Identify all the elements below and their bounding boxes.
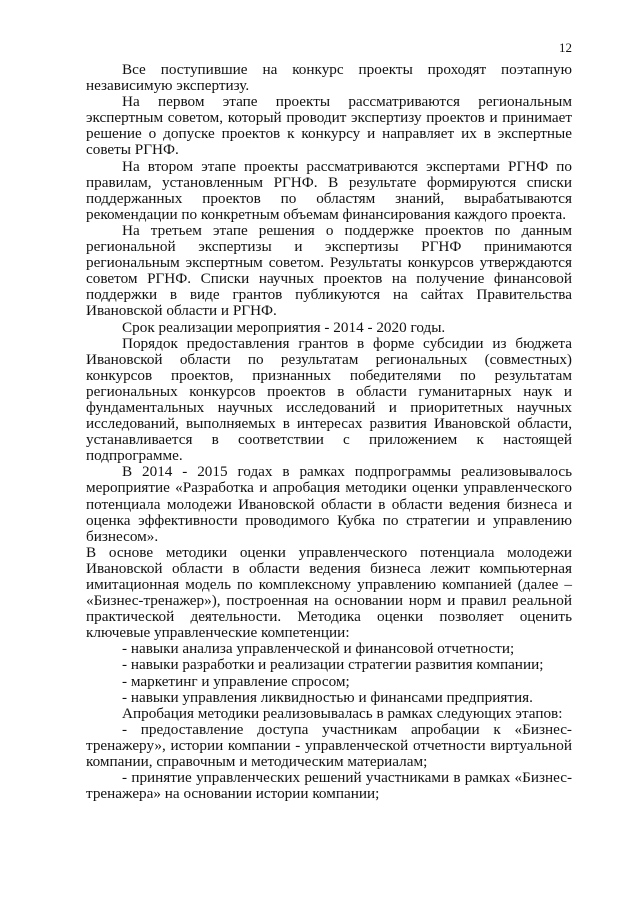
list-item-management-decisions: - принятие управленческих решений участниками в рамках «Бизнес-тренажера» на основании истории компании; bbox=[86, 769, 572, 803]
list-item-reporting-analysis: - навыки анализа управленческой и финансовой отчетности; bbox=[122, 640, 515, 658]
document-body bbox=[86, 62, 572, 802]
paragraph-methodology-event: В 2014 - 2015 годах в рамках подпрограммы реализовывалось мероприятие «Разработка и апробация методики оценки управленческого потенциала молодежи Ивановской области в области ведения бизнеса и оценка эффективности проводимого Кубка по стратегии и управлению бизнесом». bbox=[86, 463, 572, 545]
paragraph-approbation-stages: Апробация методики реализовывалась в рамках следующих этапов: bbox=[122, 704, 563, 722]
paragraph-independent-expertise: Все поступившие на конкурс проекты проходят поэтапную независимую экспертизу. bbox=[86, 61, 572, 95]
list-item-liquidity-management: - навыки управления ликвидностью и финансами предприятия. bbox=[122, 688, 533, 706]
paragraph-methodology-basis: В основе методики оценки управленческого потенциала молодежи Ивановской области в области ведения бизнеса лежит компьютерная имитационная модель по комплексному управлению компанией (далее – «Бизнес-тренажер»), построенная на основании норм и правил реальной практической деятельности. Методика оценки позволяет оценить ключевые управленческие компетенции: bbox=[86, 543, 572, 642]
paragraph-grant-procedure: Порядок предоставления грантов в форме субсидии из бюджета Ивановской области по результатам региональных (совместных) конкурсов проектов, признанных победителями по результатам региональных конкурсов проектов в области гуманитарных наук и фундаментальных научных исследований и приоритетных научных исследований, выполняемых в интересах развития Ивановской области, устанавливается в соответствии с приложением к настоящей подпрограмме. bbox=[86, 334, 572, 465]
page-number: 12 bbox=[559, 40, 572, 55]
list-item-marketing: - маркетинг и управление спросом; bbox=[122, 672, 350, 690]
paragraph-second-stage: На втором этапе проекты рассматриваются экспертами РГНФ по правилам, установленным РГНФ. В результате формируются списки поддержанных проектов по областям знаний, вырабатываются рекомендации по конкретным объемам финансирования каждого проекта. bbox=[86, 157, 572, 223]
paragraph-first-stage: На первом этапе проекты рассматриваются региональным экспертным советом, который проводит экспертизу проектов и принимает решение о допуске проектов к конкурсу и направляет их в экспертные советы РГНФ. bbox=[86, 93, 572, 159]
paragraph-implementation-period: Срок реализации мероприятия - 2014 - 2020 годы. bbox=[122, 318, 446, 336]
list-item-strategy-development: - навыки разработки и реализации стратегии развития компании; bbox=[122, 656, 544, 674]
paragraph-third-stage: На третьем этапе решения о поддержке проектов по данным региональной экспертизы и экспертизы РГНФ принимаются региональным экспертным советом. Результаты конкурсов утверждаются советом РГНФ. Списки научных проектов на получение финансовой поддержки в виде грантов публикуются на сайтах Правительства Ивановской области и РГНФ. bbox=[86, 221, 572, 320]
list-item-access-provision: - предоставление доступа участникам апробации к «Бизнес-тренажеру», истории компании - управленческой отчетности виртуальной компании, справочным и методическим материалам; bbox=[86, 720, 572, 771]
